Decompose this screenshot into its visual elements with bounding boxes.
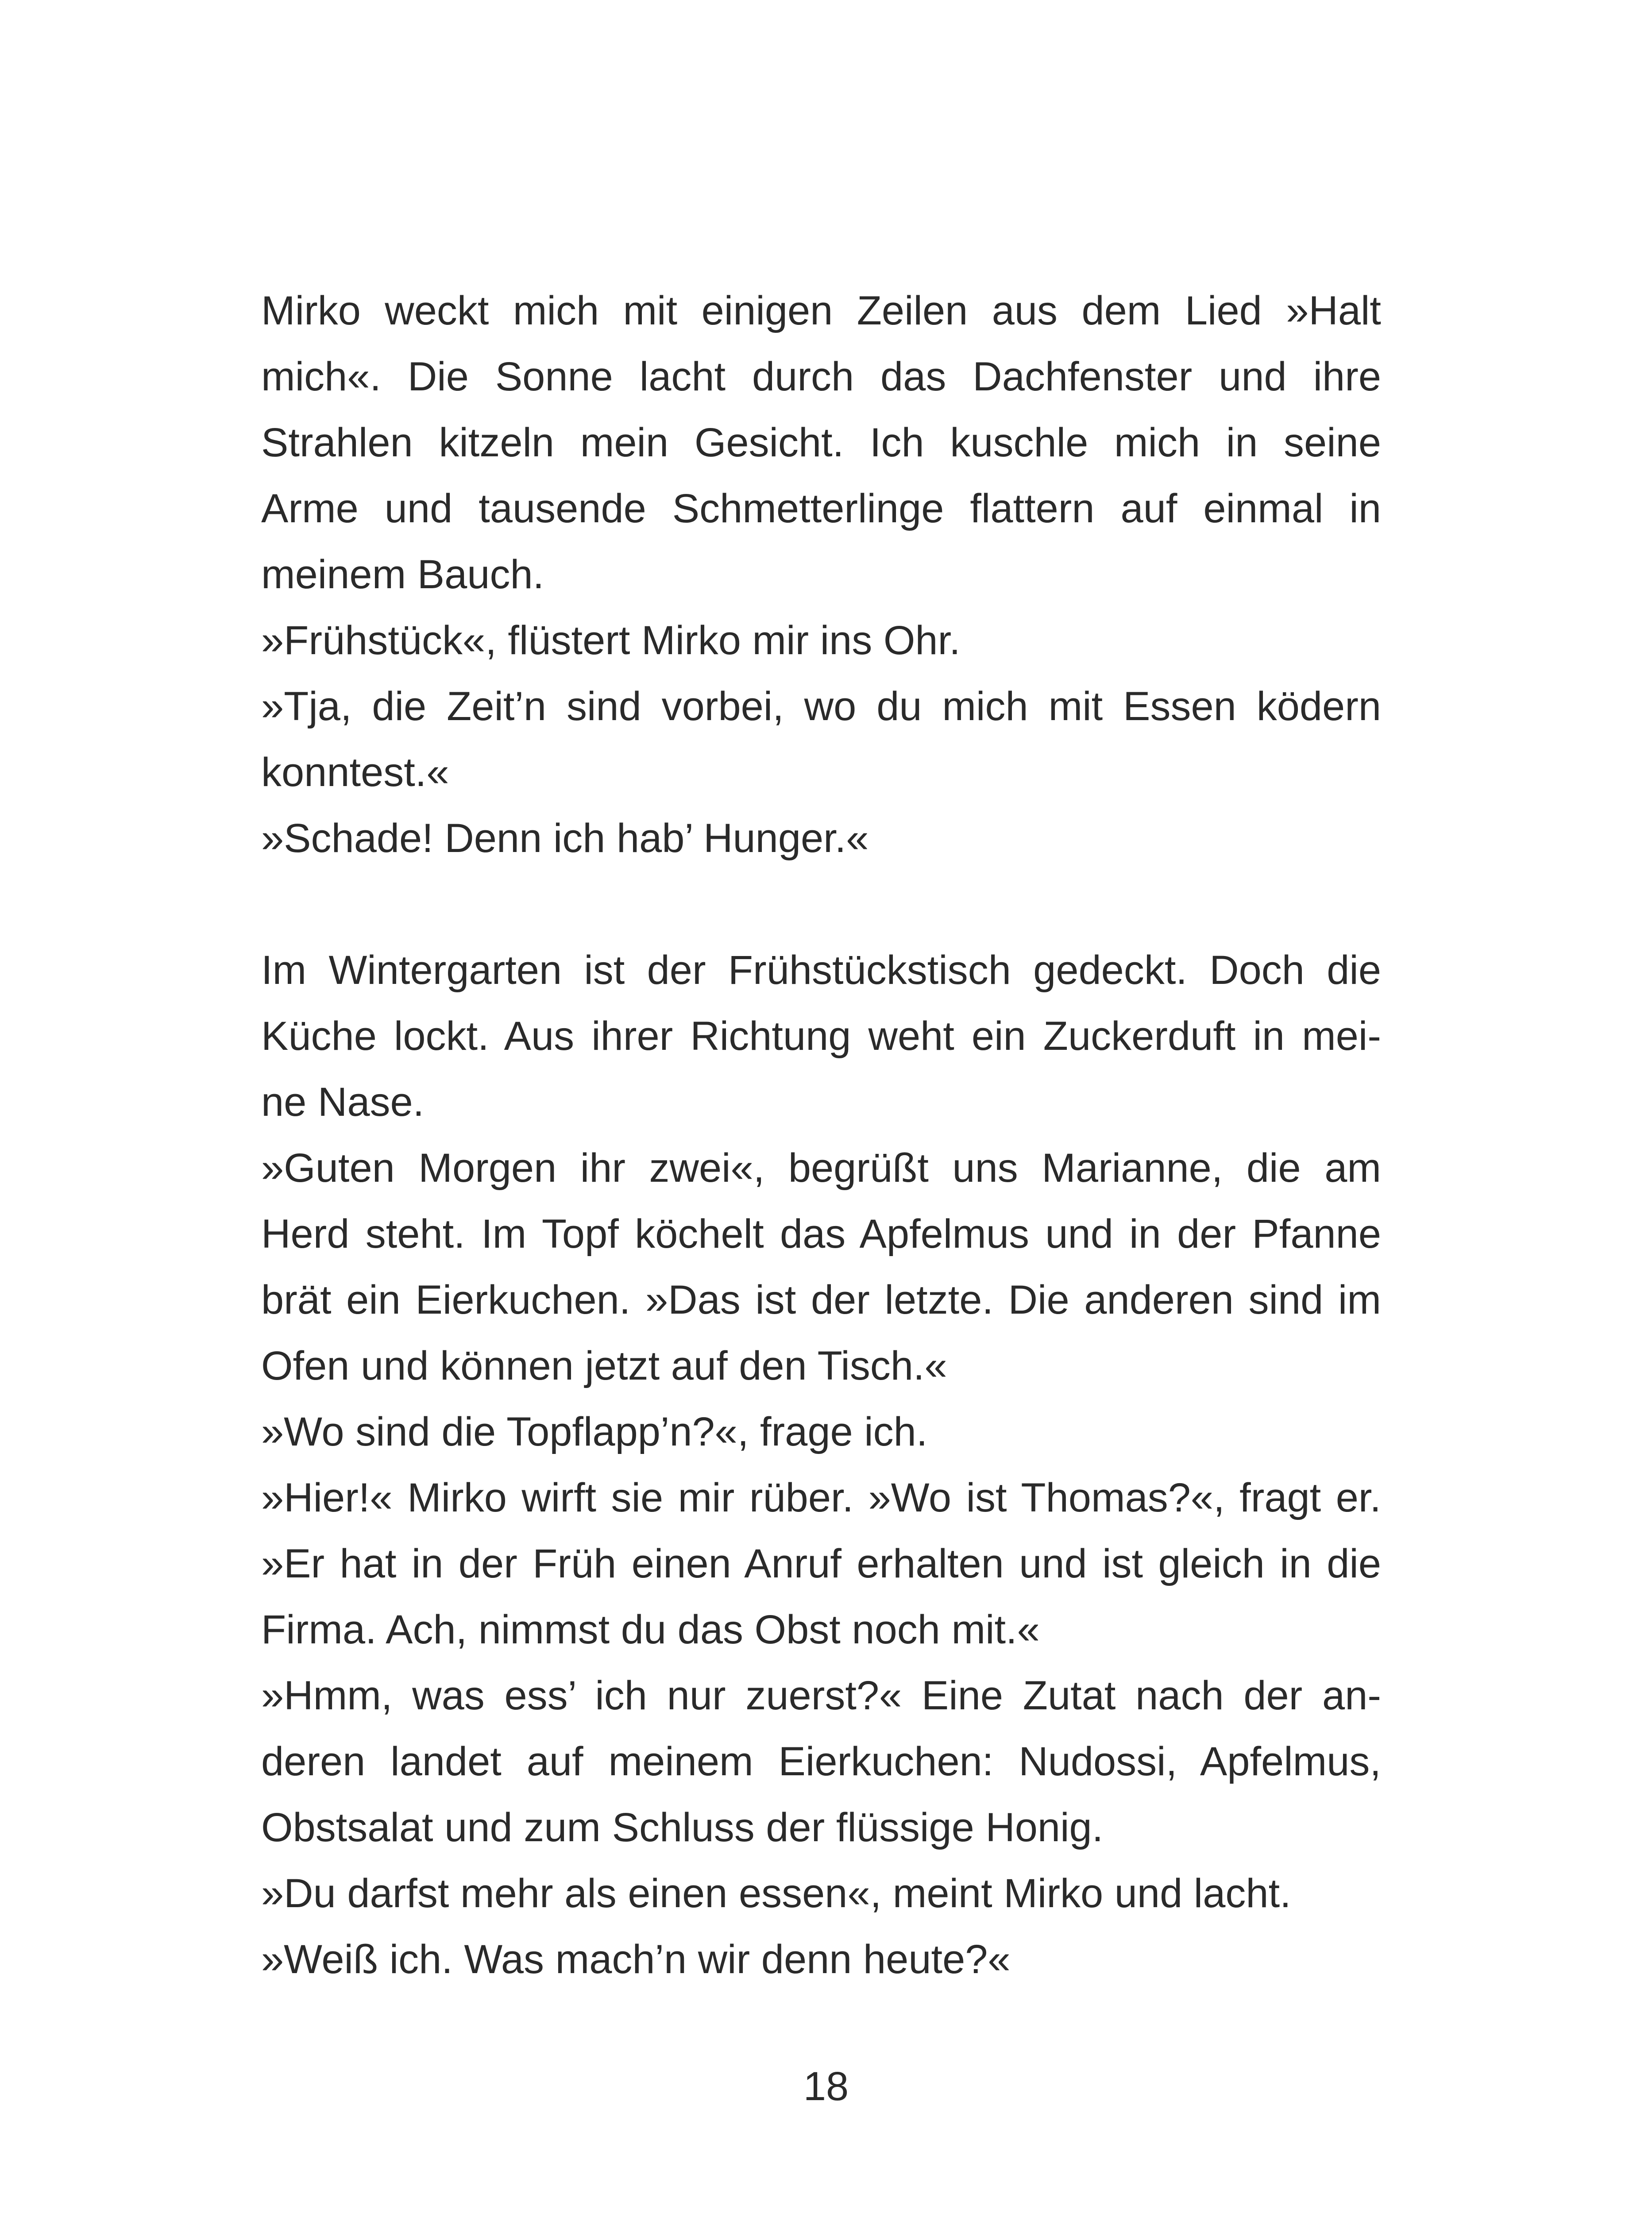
text-line: deren landet auf meinem Eierkuchen: Nudossi, Apfelmus, xyxy=(261,1739,1381,1784)
paragraph-2 xyxy=(261,937,1381,1993)
text-line: »Tja, die Zeit’n sind vorbei, wo du mich mit Essen ködern xyxy=(261,684,1381,729)
text-line: Herd steht. Im Topf köchelt das Apfelmus und in der Pfanne xyxy=(261,1211,1381,1257)
text-line: mich«. Die Sonne lacht durch das Dachfenster und ihre xyxy=(261,354,1381,399)
text-line: Firma. Ach, nimmst du das Obst noch mit.« xyxy=(261,1607,1040,1652)
text-line: brät ein Eierkuchen. »Das ist der letzte. Die anderen sind im xyxy=(261,1277,1381,1322)
text-line: »Wo sind die Topflapp’n?«, frage ich. xyxy=(261,1409,928,1454)
text-line: ne Nase. xyxy=(261,1080,425,1125)
text-line: »Du darfst mehr als einen essen«, meint Mirko und lacht. xyxy=(261,1871,1291,1916)
text-line: Ofen und können jetzt auf den Tisch.« xyxy=(261,1343,947,1388)
text-line: »Hmm, was ess’ ich nur zuerst?« Eine Zutat nach der an- xyxy=(261,1673,1381,1718)
text-line: »Er hat in der Früh einen Anruf erhalten und ist gleich in die xyxy=(261,1541,1381,1586)
text-line: Küche lockt. Aus ihrer Richtung weht ein Zuckerduft in mei- xyxy=(261,1014,1381,1059)
text-line: »Hier!« Mirko wirft sie mir rüber. »Wo ist Thomas?«, fragt er. xyxy=(261,1475,1381,1520)
text-line: Mirko weckt mich mit einigen Zeilen aus dem Lied »Halt xyxy=(261,288,1381,333)
text-line: »Frühstück«, flüstert Mirko mir ins Ohr. xyxy=(261,618,961,663)
text-line: Strahlen kitzeln mein Gesicht. Ich kuschle mich in seine xyxy=(261,420,1381,465)
paragraph-1 xyxy=(261,278,1381,871)
text-line: »Guten Morgen ihr zwei«, begrüßt uns Marianne, die am xyxy=(261,1145,1381,1191)
text-line: konntest.« xyxy=(261,750,449,795)
text-line: Im Wintergarten ist der Frühstückstisch gedeckt. Doch die xyxy=(261,948,1381,993)
page-number: 18 xyxy=(803,2064,849,2109)
text-line: »Schade! Denn ich hab’ Hunger.« xyxy=(261,816,869,861)
text-line: Obstsalat und zum Schluss der flüssige Honig. xyxy=(261,1805,1104,1850)
text-line: meinem Bauch. xyxy=(261,552,544,597)
text-line: »Weiß ich. Was mach’n wir denn heute?« xyxy=(261,1937,1011,1982)
text-line: Arme und tausende Schmetterlinge flattern auf einmal in xyxy=(261,486,1381,531)
